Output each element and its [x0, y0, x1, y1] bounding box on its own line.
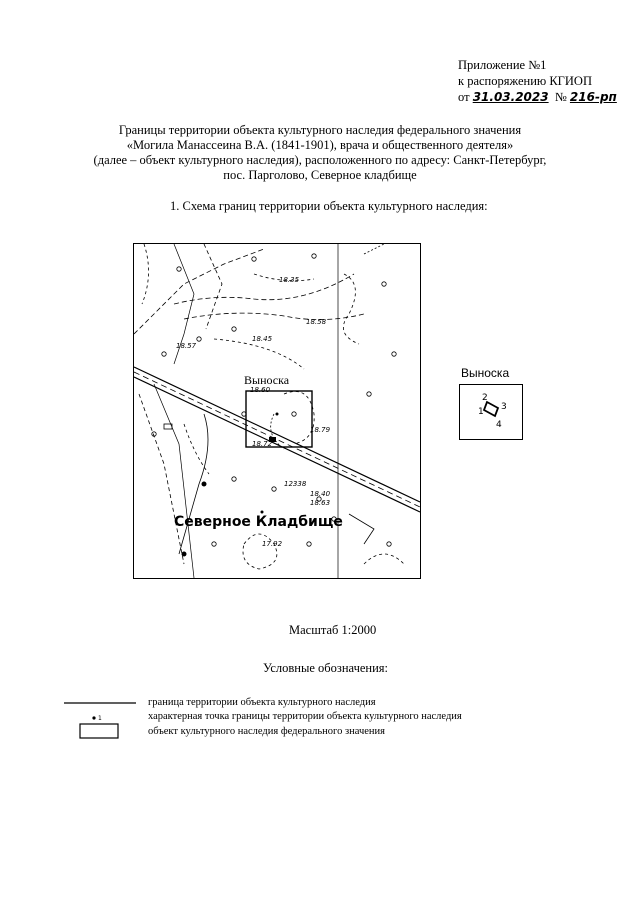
- map-scale: Масштаб 1:2000: [289, 623, 377, 637]
- callout-point-label: 4: [496, 420, 502, 430]
- legend-item-point: характерная точка границы территории объекта культурного наследия: [148, 711, 462, 722]
- title-line4: пос. Парголово, Северное кладбище: [223, 168, 417, 182]
- section-heading: 1. Схема границ территории объекта культурного наследия:: [170, 199, 488, 213]
- callout-title: Выноска: [461, 366, 510, 380]
- legend-item-boundary: граница территории объекта культурного наследия: [148, 697, 376, 708]
- legend-title: Условные обозначения:: [263, 661, 389, 675]
- elevation-label: 18.60: [250, 386, 271, 394]
- legend-symbols: [62, 690, 140, 750]
- title-line1: Границы территории объекта культурного наследия федерального значения: [118, 123, 522, 137]
- callout-box: [459, 384, 523, 440]
- elevation-label: 12338: [284, 480, 307, 488]
- legend-item-object: объект культурного наследия федерального значения: [148, 726, 385, 737]
- appendix-date: 31.03.2023: [472, 90, 549, 104]
- elevation-label: 18.40: [310, 490, 331, 498]
- appendix-date-line: [458, 89, 617, 105]
- appendix-number: 216-рп: [569, 90, 617, 104]
- appendix-line1: Приложение №1: [458, 58, 547, 72]
- callout-point-label: 2: [482, 393, 488, 403]
- heritage-object-symbol: [80, 724, 118, 738]
- elevation-label: 18.72: [252, 440, 273, 448]
- date-prefix: от: [458, 90, 470, 104]
- callout-drawing: [460, 385, 522, 439]
- elevation-label: 18.63: [310, 499, 331, 507]
- appendix-header: [458, 57, 617, 105]
- map-callout-label: Выноска: [244, 373, 290, 387]
- document-title: [60, 123, 580, 183]
- boundary-point-symbol: [92, 716, 95, 719]
- callout-point-label: 1: [478, 407, 484, 417]
- appendix-line2: к распоряжению КГИОП: [458, 74, 592, 88]
- elevation-label: 18.79: [310, 426, 331, 434]
- boundary-map: [133, 243, 421, 579]
- callout-point-label: 3: [501, 402, 507, 412]
- number-prefix: №: [554, 90, 567, 104]
- title-line2: «Могила Манассеина В.А. (1841-1901), врача и общественного деятеля»: [126, 138, 514, 152]
- elevation-label: 18.57: [176, 342, 197, 350]
- point-marker-label: 1: [98, 715, 102, 722]
- title-line3: (далее – объект культурного наследия), расположенного по адресу: Санкт-Петербург,: [93, 153, 547, 167]
- map-place-label: Северное Кладбище: [174, 514, 343, 530]
- elevation-label: 17.92: [262, 540, 283, 548]
- elevation-label: 18.58: [306, 318, 327, 326]
- elevation-label: 18.35: [279, 276, 300, 284]
- map-drawing: [134, 244, 420, 578]
- elevation-label: 18.45: [252, 335, 273, 343]
